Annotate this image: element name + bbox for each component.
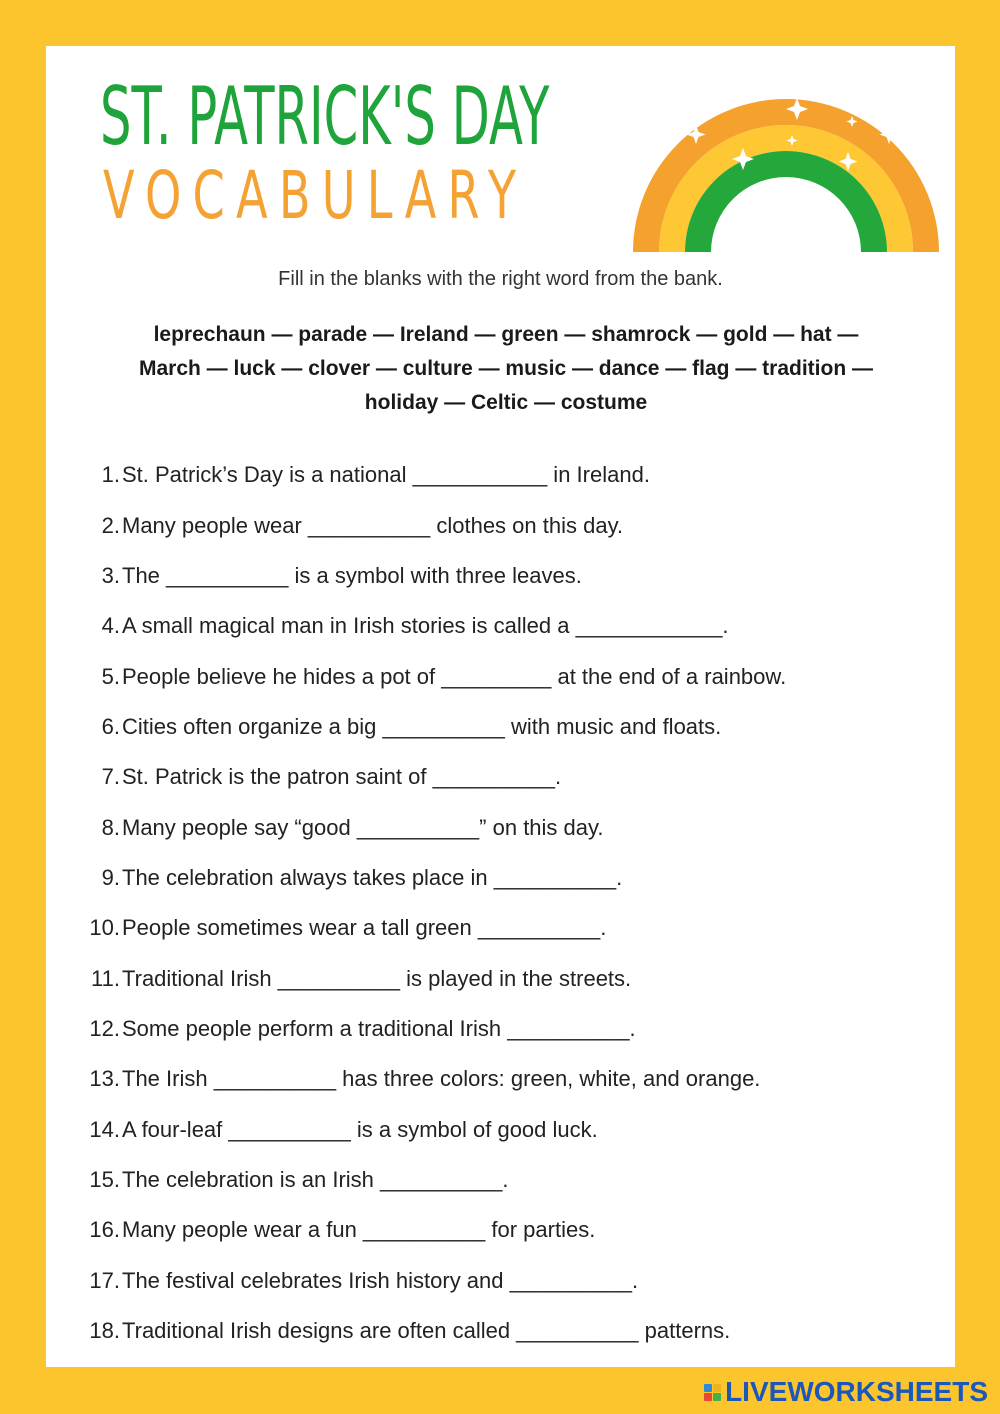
question-text: Many people wear __________ clothes on this day. bbox=[122, 512, 624, 538]
question-text: The festival celebrates Irish history and __________. bbox=[122, 1267, 639, 1293]
question-number: 16. bbox=[89, 1217, 120, 1243]
question-number: 15. bbox=[89, 1166, 120, 1192]
question-text: Cities often organize a big __________ with music and floats. bbox=[122, 713, 722, 739]
question-number: 2. bbox=[101, 512, 120, 538]
question-text: The celebration is an Irish __________. bbox=[122, 1166, 509, 1192]
question-text: Traditional Irish designs are often called __________ patterns. bbox=[122, 1318, 731, 1344]
question-text: The Irish __________ has three colors: green, white, and orange. bbox=[122, 1066, 761, 1092]
word-bank-line: leprechaun — parade — Ireland — green — shamrock — gold — hat — bbox=[153, 323, 859, 346]
question-text: A small magical man in Irish stories is called a ____________. bbox=[122, 613, 729, 639]
question-text: Some people perform a traditional Irish __________. bbox=[122, 1015, 636, 1041]
word-bank bbox=[96, 318, 916, 420]
question-item bbox=[70, 1205, 950, 1255]
liveworksheets-logo-icon bbox=[704, 1384, 721, 1401]
question-item bbox=[70, 702, 950, 752]
question-text: Many people say “good __________” on this day. bbox=[122, 814, 604, 840]
question-text: People sometimes wear a tall green __________. bbox=[122, 915, 607, 941]
question-number: 1. bbox=[101, 462, 120, 488]
question-text: The celebration always takes place in __________. bbox=[122, 864, 623, 890]
question-item bbox=[70, 651, 950, 701]
question-number: 14. bbox=[89, 1116, 120, 1142]
question-item bbox=[70, 1155, 950, 1205]
word-bank-line: March — luck — clover — culture — music — dance — flag — tradition — bbox=[139, 357, 873, 380]
question-number: 9. bbox=[101, 864, 120, 890]
question-number: 8. bbox=[101, 814, 120, 840]
question-text: Many people wear a fun __________ for parties. bbox=[122, 1217, 596, 1243]
question-item bbox=[70, 953, 950, 1003]
question-number: 17. bbox=[89, 1267, 120, 1293]
question-text: The __________ is a symbol with three leaves. bbox=[122, 562, 582, 588]
question-number: 11. bbox=[91, 965, 120, 991]
question-text: St. Patrick is the patron saint of __________. bbox=[122, 764, 562, 790]
question-item bbox=[70, 1054, 950, 1104]
question-item bbox=[70, 500, 950, 550]
liveworksheets-logo-link[interactable] bbox=[704, 1376, 988, 1408]
question-number: 10. bbox=[89, 915, 120, 941]
question-text: A four-leaf __________ is a symbol of good luck. bbox=[122, 1116, 598, 1142]
question-item bbox=[70, 802, 950, 852]
question-item bbox=[70, 1306, 950, 1356]
question-item bbox=[70, 450, 950, 500]
question-item bbox=[70, 551, 950, 601]
question-number: 18. bbox=[89, 1318, 120, 1344]
question-number: 5. bbox=[101, 663, 120, 689]
question-item bbox=[70, 853, 950, 903]
question-number: 13. bbox=[89, 1066, 120, 1092]
question-number: 3. bbox=[101, 562, 120, 588]
question-text: St. Patrick’s Day is a national ___________ in Ireland. bbox=[122, 462, 650, 488]
instructions-text: Fill in the blanks with the right word from the bank. bbox=[278, 268, 723, 290]
page-title: ST. PATRICK'S DAY bbox=[100, 70, 550, 163]
word-bank-line: holiday — Celtic — costume bbox=[364, 391, 648, 414]
question-list bbox=[70, 450, 950, 1356]
question-item bbox=[70, 752, 950, 802]
question-number: 12. bbox=[89, 1015, 120, 1041]
question-number: 4. bbox=[101, 613, 120, 639]
question-text: Traditional Irish __________ is played in the streets. bbox=[122, 965, 632, 991]
rainbow-illustration bbox=[630, 92, 942, 258]
question-number: 7. bbox=[101, 764, 120, 790]
question-item bbox=[70, 1004, 950, 1054]
question-item bbox=[70, 1104, 950, 1154]
question-number: 6. bbox=[101, 713, 120, 739]
liveworksheets-logo-text: LIVEWORKSHEETS bbox=[725, 1376, 988, 1407]
question-text: People believe he hides a pot of _________ at the end of a rainbow. bbox=[122, 663, 787, 689]
page-subtitle: VOCABULARY bbox=[103, 157, 528, 234]
question-item bbox=[70, 903, 950, 953]
question-item bbox=[70, 1256, 950, 1306]
question-item bbox=[70, 601, 950, 651]
